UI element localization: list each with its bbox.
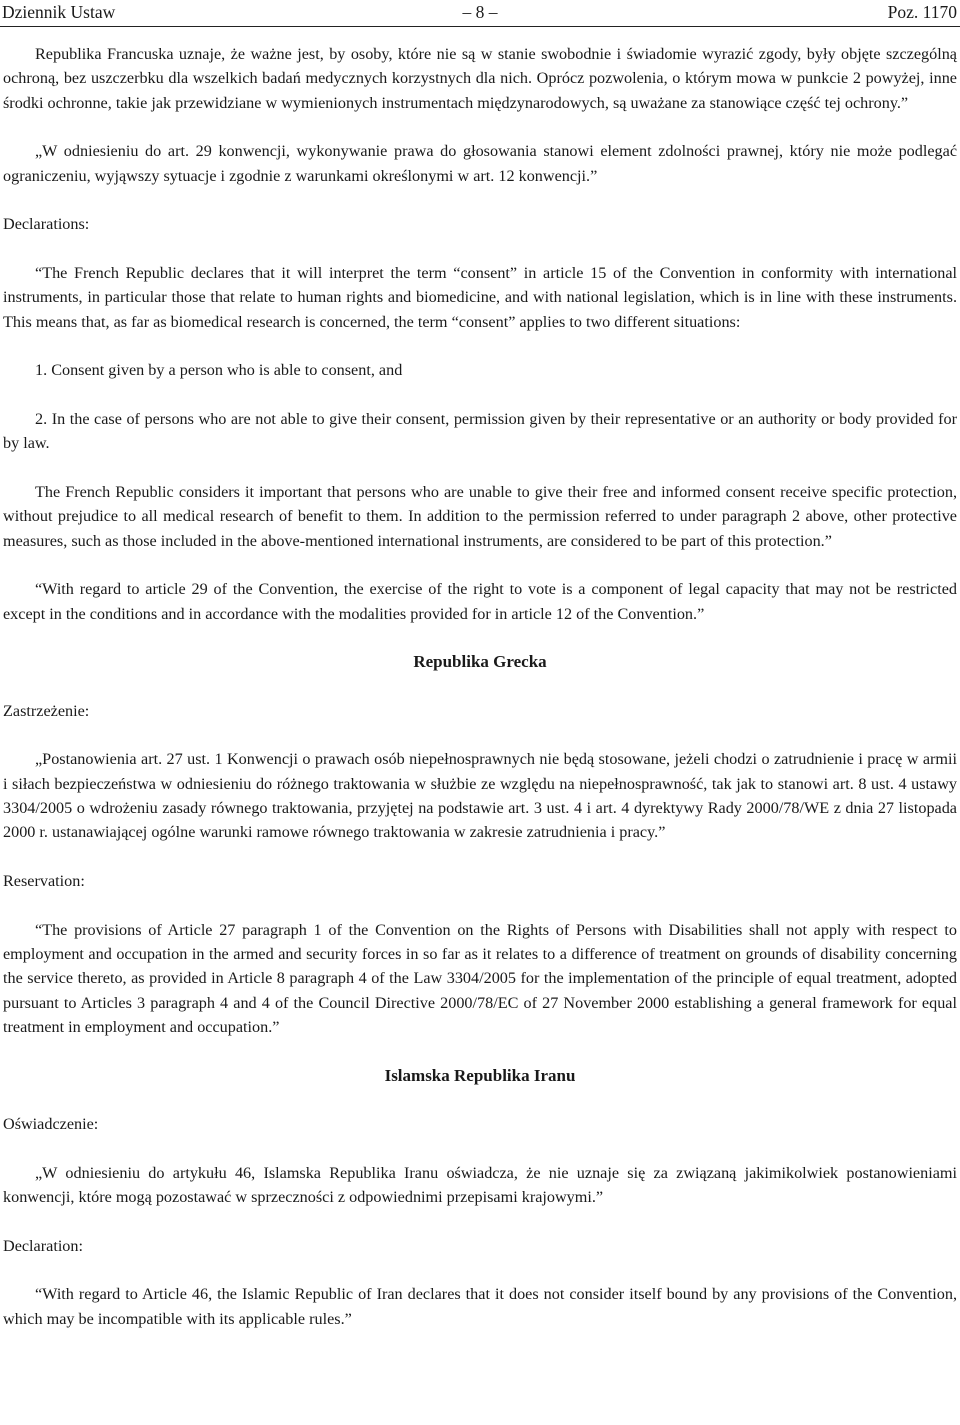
paragraph-greece-en: “The provisions of Article 27 paragraph 1 of the Convention on the Rights of Persons with Disabilities shall not apply with respect to employment and occupation in the armed and security forces in so far as it relates to a difference of treatment on grounds of disability concerning the service thereto, as provided in Article 8 paragraph 4 of the Law 3304/2005 for the implementation of the principle of equal treatment, adopted pursuant to Articles 3 paragraph 4 and 4 of the Council Directive 2000/78/EC of 27 November 2000 establishing a general framework for equal treatment in employment and occupation.” [3,920,957,1037]
section-heading-iran: Islamska Republika Iranu [384,1065,576,1085]
paragraph-france-en-1: “The French Republic declares that it will interpret the term “consent” in article 15 of the Convention in conformity with international instruments, in particular those that relate to human rights and biomedicine, and with national legislation, which is in line with these instruments. This means that, as far as biomedical research is concerned, the term “consent” applies to two different situations: [3,264,957,331]
paragraph-france-pl-1: Republika Francuska uznaje, że ważne jest, by osoby, które nie są w stanie swobodnie i świadomie wyrazić zgody, były objęte szczególną ochroną, bez uszczerbku dla wszelkich badań medycznych korzystnych dla nich. Oprócz pozwolenia, o którym mowa w punkcie 2 powyżej, inne środki ochronne, takie jak przewidziane w wymienionych instrumentach międzynarodowych, są uważane za stanowiące część tej ochrony.” [3,45,957,112]
declarations-label: Declarations: [3,215,90,234]
item-number: Poz. 1170 [887,2,957,22]
reservation-label-en: Reservation: [3,872,85,890]
paragraph-greece-pl: „Postanowienia art. 27 ust. 1 Konwencji o prawach osób niepełnosprawnych nie będą stosowane, jeżeli chodzi o zatrudnienie i pracę w armii i siłach bezpieczeństwa w odniesieniu do różnego traktowania w służbie ze względu na niepełnosprawność, tak jak to stanowi art. 8 ust. 4 ustawy 3304/2005 o wdrożeniu zasady równego traktowania, przyjętej na podstawie art. 3 ust. 4 i art. 4 dyrektywy Rady 2000/78/WE z dnia 27 listopada 2000 r. ustanawiającej ogólne warunki ramowe równego traktowania w zakresie zatrudnienia i pracy.” [3,750,957,842]
paragraph-france-pl-2: „W odniesieniu do art. 29 konwencji, wykonywanie prawa do głosowania stanowi element zdolności prawnej, który nie może podlegać ograniczeniu, wyjąwszy sytuacje i zgodnie z warunkami określonymi w art. 12 konwencji.” [3,142,957,185]
paragraph-france-en-2: The French Republic considers it important that persons who are unable to give their free and informed consent receive specific protection, without prejudice to all medical research of benefit to them. In addition to the permission referred to under paragraph 2 above, other protective measures, such as those included in the above-mentioned international instruments, are considered to be part of this protection.” [3,483,957,550]
reservation-label-pl: Zastrzeżenie: [3,701,90,720]
paragraph-iran-en: “With regard to Article 46, the Islamic Republic of Iran declares that it does not consider itself bound by any provisions of the Convention, which may be incompatible with its applicable rules.” [3,1285,957,1328]
document-body [3,42,957,1355]
paragraph-france-en-3: “With regard to article 29 of the Convention, the exercise of the right to vote is a component of legal capacity that may not be restricted except in the conditions and in accordance with the modalities provided for in article 12 of the Convention.” [3,580,957,623]
paragraph-france-en-item-2: 2. In the case of persons who are not able to give their consent, permission given by their representative or an authority or body provided for by law. [3,410,957,453]
declaration-label-pl: Oświadczenie: [3,1115,99,1133]
page-header [0,0,960,27]
journal-title: Dziennik Ustaw [2,2,116,22]
page-number: – 8 – [462,2,498,22]
section-heading-greece: Republika Grecka [413,652,547,672]
declaration-label-en: Declaration: [3,1236,83,1255]
paragraph-france-en-item-1: 1. Consent given by a person who is able to consent, and [35,361,403,380]
paragraph-iran-pl: „W odniesieniu do artykułu 46, Islamska Republika Iranu oświadcza, że nie uznaje się za związaną jakimikolwiek postanowieniami konwencji, które mogą pozostawać w sprzeczności z odpowiednimi przepisami krajowymi.” [3,1163,957,1206]
